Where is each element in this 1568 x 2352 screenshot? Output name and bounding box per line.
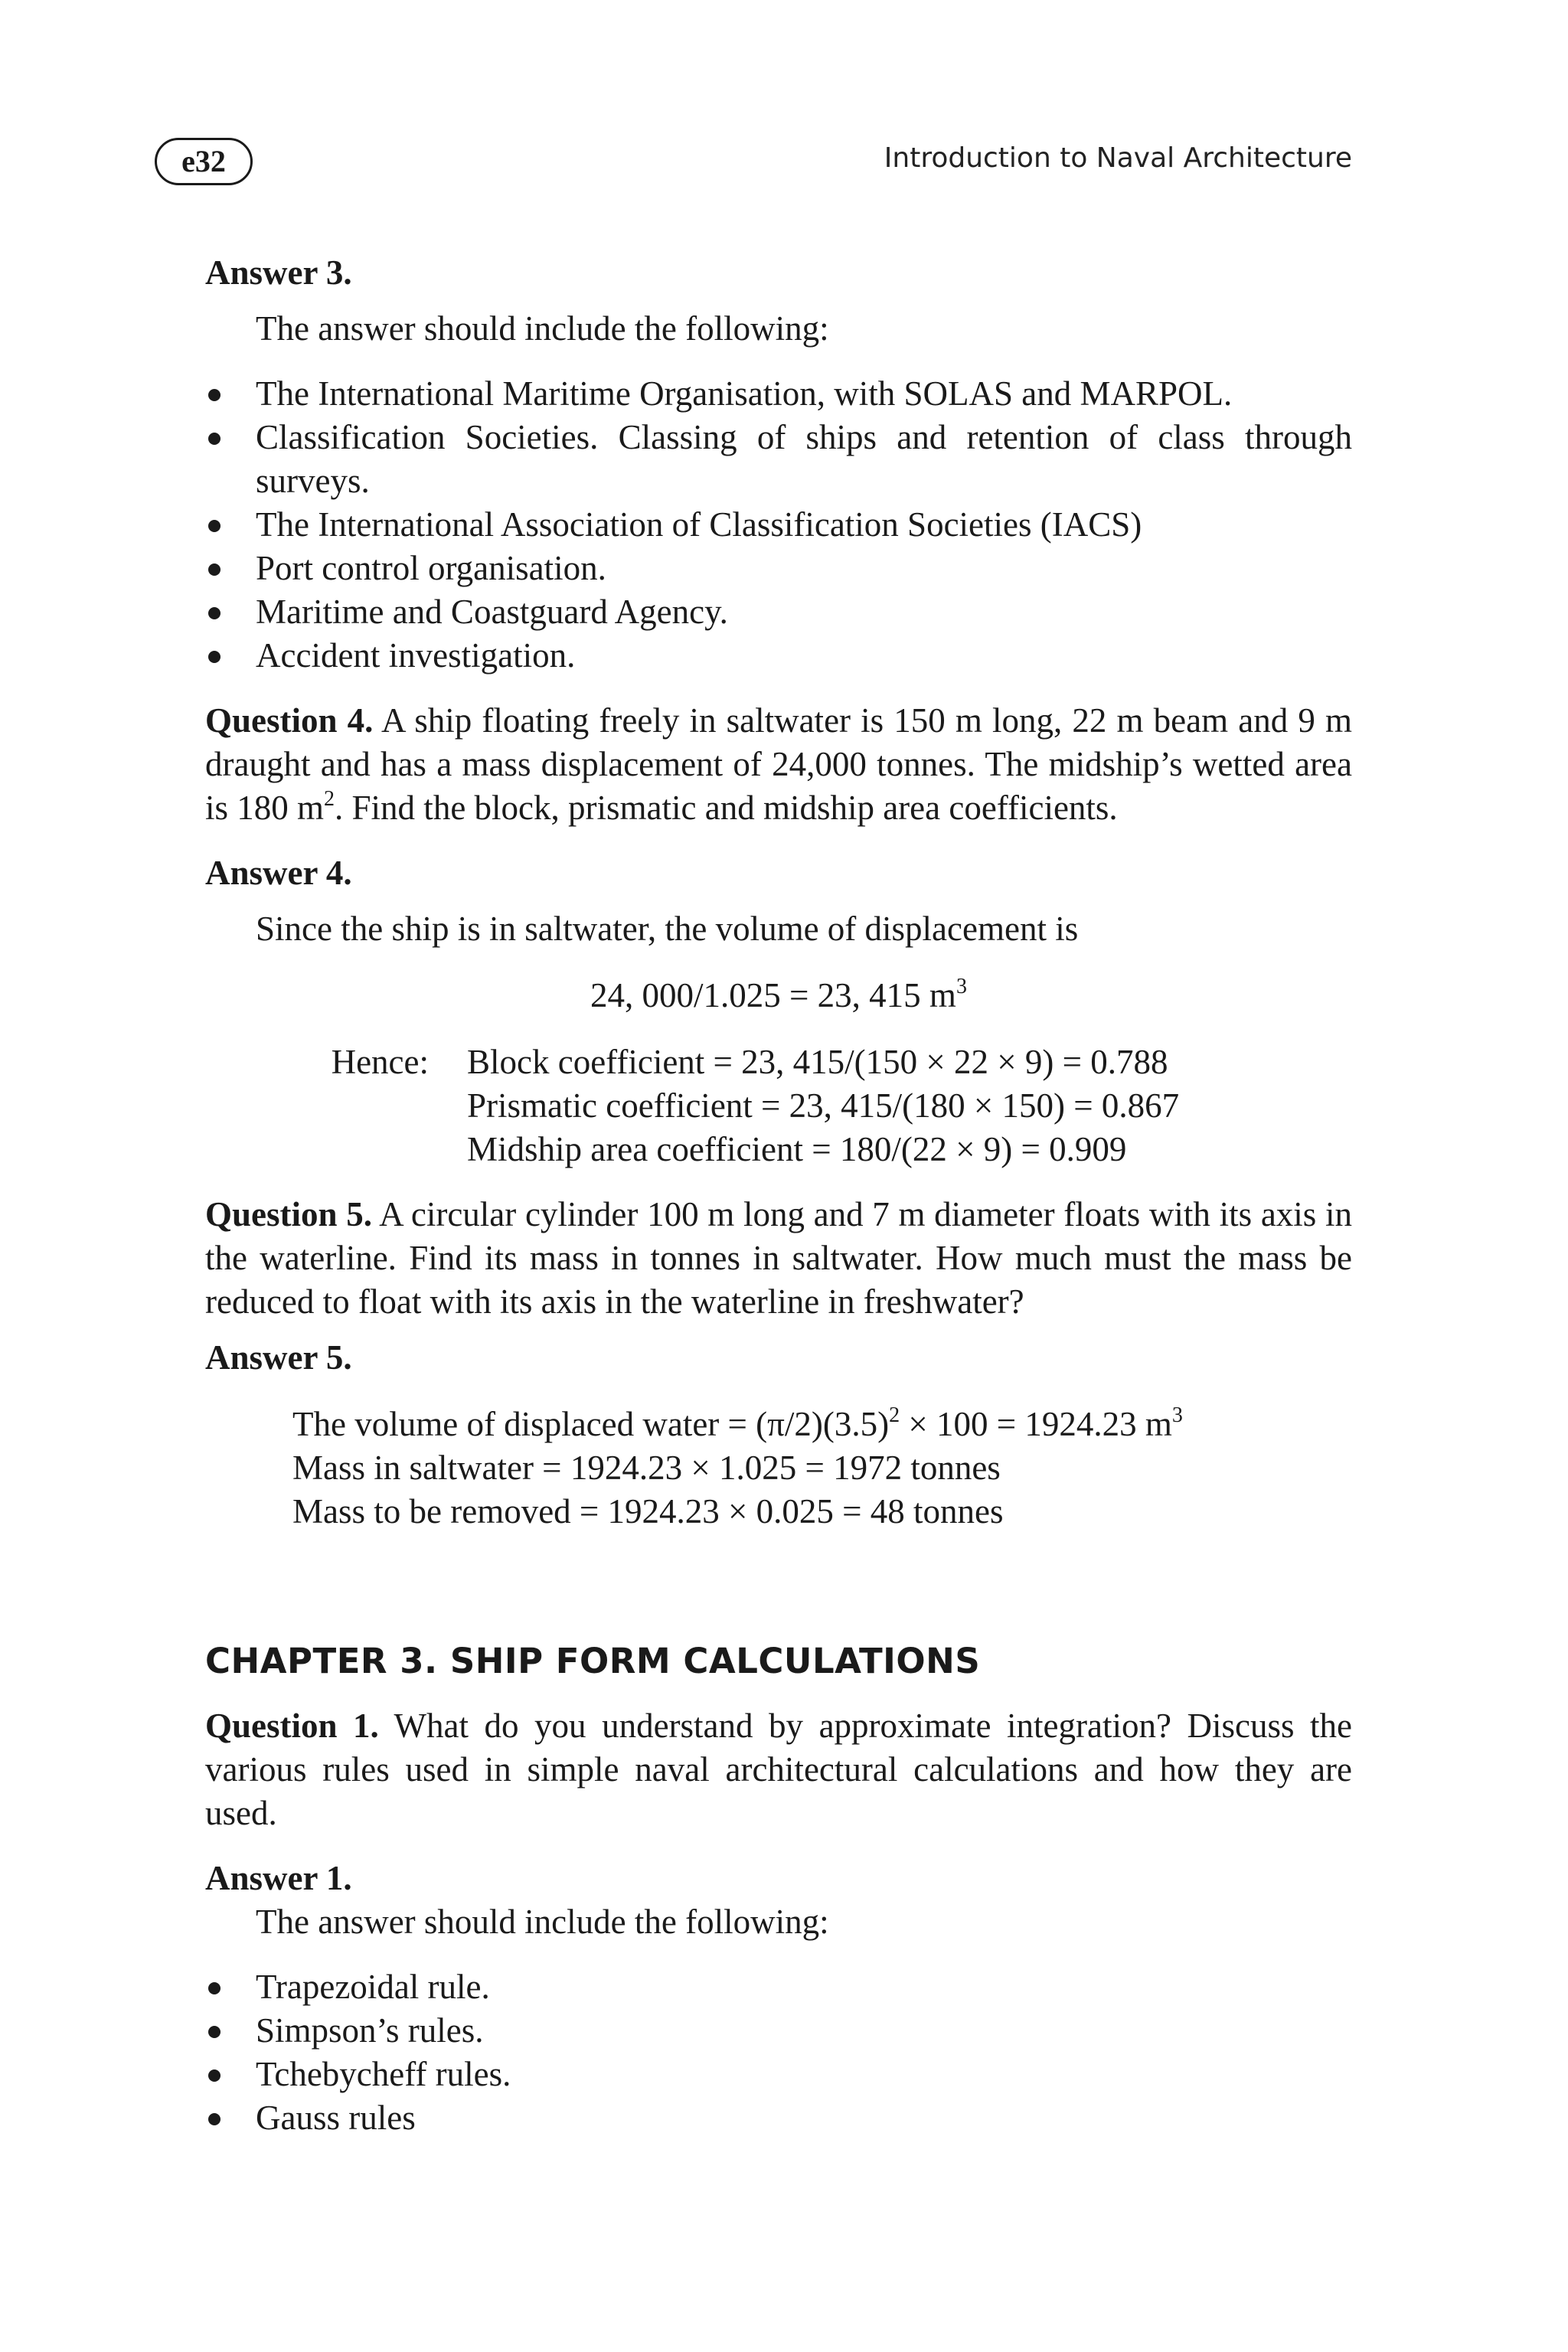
question-5-text: A circular cylinder 100 m long and 7 m diameter floats with its axis in the waterline. Find its mass in tonnes in saltwater. How much must the mass be reduced to float with its axis in the waterline in freshwater? <box>205 1195 1352 1321</box>
equation-superscript: 3 <box>956 975 967 998</box>
question-5 <box>205 1193 1352 1324</box>
prismatic-coefficient-line: Prismatic coefficient = 23, 415/(180 × 150) = 0.867 <box>467 1086 1180 1125</box>
list-item: Classification Societies. Classing of ships and retention of class through surveys. <box>205 416 1352 503</box>
question-4-label: Question 4. <box>205 701 374 740</box>
list-item: Simpson’s rules. <box>205 2009 1352 2053</box>
answer-3-bullet-list <box>205 372 1352 678</box>
question-4 <box>205 699 1352 830</box>
displacement-equation <box>205 974 1352 1018</box>
question-5-label: Question 5. <box>205 1195 372 1233</box>
answer-4-intro: Since the ship is in saltwater, the volume of displacement is <box>256 910 1079 948</box>
chapter-3-answer-1-bullet-list <box>205 1965 1352 2140</box>
answer-3-heading: Answer 3. <box>205 253 352 292</box>
hence-label: Hence: <box>331 1043 429 1081</box>
chapter-heading: CHAPTER 3. SHIP FORM CALCULATIONS <box>205 1641 981 1681</box>
volume-text-a: The volume of displaced water = (π/2)(3.5) <box>292 1405 890 1443</box>
list-item: Tchebycheff rules. <box>205 2053 1352 2096</box>
list-item: The International Maritime Organisation, with SOLAS and MARPOL. <box>205 372 1352 416</box>
running-title: Introduction to Naval Architecture <box>884 142 1352 174</box>
chapter-3-answer-1-heading: Answer 1. <box>205 1859 352 1897</box>
list-item: Gauss rules <box>205 2096 1352 2140</box>
question-4-text-end: . Find the block, prismatic and midship area coefficients. <box>335 789 1118 827</box>
list-item: Trapezoidal rule. <box>205 1965 1352 2009</box>
saltwater-mass-line: Mass in saltwater = 1924.23 × 1.025 = 1972 tonnes <box>292 1449 1001 1487</box>
answer-5-calculations <box>292 1403 1352 1534</box>
list-item: The International Association of Classification Societies (IACS) <box>205 503 1352 547</box>
chapter-3-question-1 <box>205 1704 1352 1835</box>
answer-4-heading: Answer 4. <box>205 854 352 892</box>
coefficient-lines <box>467 1040 1179 1171</box>
page-number: e32 <box>155 138 253 185</box>
answer-3-intro: The answer should include the following: <box>256 309 829 348</box>
list-item: Port control organisation. <box>205 547 1352 590</box>
coefficient-results <box>205 1040 1352 1171</box>
volume-line <box>292 1403 1352 1446</box>
question-1-text: What do you understand by approximate integration? Discuss the various rules used in simple naval architectural calculations and how they are used. <box>205 1707 1352 1832</box>
volume-superscript-b: 3 <box>1171 1403 1183 1427</box>
question-4-text: A ship floating freely in saltwater is 150 m long, 22 m beam and 9 m draught and has a mass displacement of 24,000 tonnes. The midship’s wetted area is 180 m <box>205 701 1352 827</box>
mass-removed-line: Mass to be removed = 1924.23 × 0.025 = 48 tonnes <box>292 1492 1004 1530</box>
volume-superscript-a: 2 <box>889 1403 900 1427</box>
question-4-superscript: 2 <box>324 787 335 811</box>
block-coefficient-line: Block coefficient = 23, 415/(150 × 22 × 9) = 0.788 <box>467 1043 1168 1081</box>
chapter-3-answer-1-intro: The answer should include the following: <box>256 1903 829 1941</box>
answer-5-heading: Answer 5. <box>205 1338 352 1377</box>
list-item: Accident investigation. <box>205 634 1352 678</box>
equation-text: 24, 000/1.025 = 23, 415 m <box>590 976 956 1014</box>
volume-text-b: × 100 = 1924.23 m <box>900 1405 1172 1443</box>
midship-coefficient-line: Midship area coefficient = 180/(22 × 9) = 0.909 <box>467 1130 1127 1168</box>
list-item: Maritime and Coastguard Agency. <box>205 590 1352 634</box>
question-1-label: Question 1. <box>205 1707 379 1745</box>
page-body <box>205 251 1352 2140</box>
